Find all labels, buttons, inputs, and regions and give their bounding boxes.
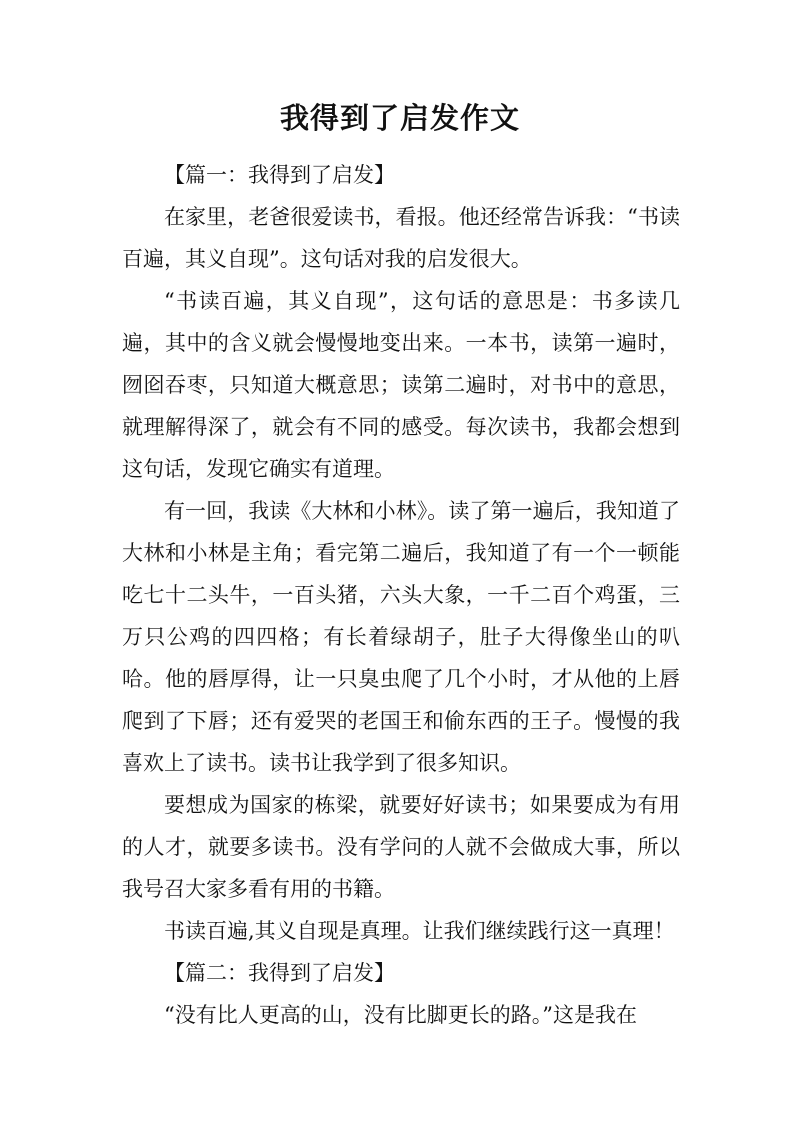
paragraph: “书读百遍，其义自现”，这句话的意思是：书多读几遍，其中的含义就会慢慢地变出来。一本书，读第一遍时，囫囵吞枣，只知道大概意思；读第二遍时，对书中的意思，就理解得深了，就会有不同的感受。每次读书，我都会想到这句话，发现它确实有道理。 bbox=[122, 289, 680, 481]
section-heading-2: 【篇二：我得到了启发】 bbox=[164, 961, 395, 985]
section-heading-1: 【篇一：我得到了启发】 bbox=[164, 163, 395, 187]
paragraph: 要想成为国家的栋梁，就要好好读书；如果要成为有用的人才，就要多读书。没有学问的人就不会做成大事，所以我号召大家多看有用的书籍。 bbox=[122, 793, 680, 901]
paragraph: 有一回，我读《大林和小林》。读了第一遍后，我知道了大林和小林是主角；看完第二遍后，我知道了有一个一顿能吃七十二头牛，一百头猪，六头大象，一千二百个鸡蛋，三万只公鸡的四四格；有长着绿胡子，肚子大得像坐山的叭哈。他的唇厚得，让一只臭虫爬了几个小时，才从他的上唇爬到了下唇；还有爱哭的老国王和偷东西的王子。慢慢的我喜欢上了读书。读书让我学到了很多知识。 bbox=[122, 499, 680, 775]
document-body bbox=[122, 154, 680, 1036]
paragraph: 书读百遍,其义自现是真理。让我们继续践行这一真理！ bbox=[164, 919, 675, 943]
paragraph: 在家里，老爸很爱读书，看报。他还经常告诉我：“书读百遍，其义自现”。这句话对我的启发很大。 bbox=[122, 205, 680, 271]
document-title: 我得到了启发作文 bbox=[279, 101, 520, 135]
paragraph: “没有比人更高的山，没有比脚更长的路。”这是我在 bbox=[164, 1003, 637, 1027]
